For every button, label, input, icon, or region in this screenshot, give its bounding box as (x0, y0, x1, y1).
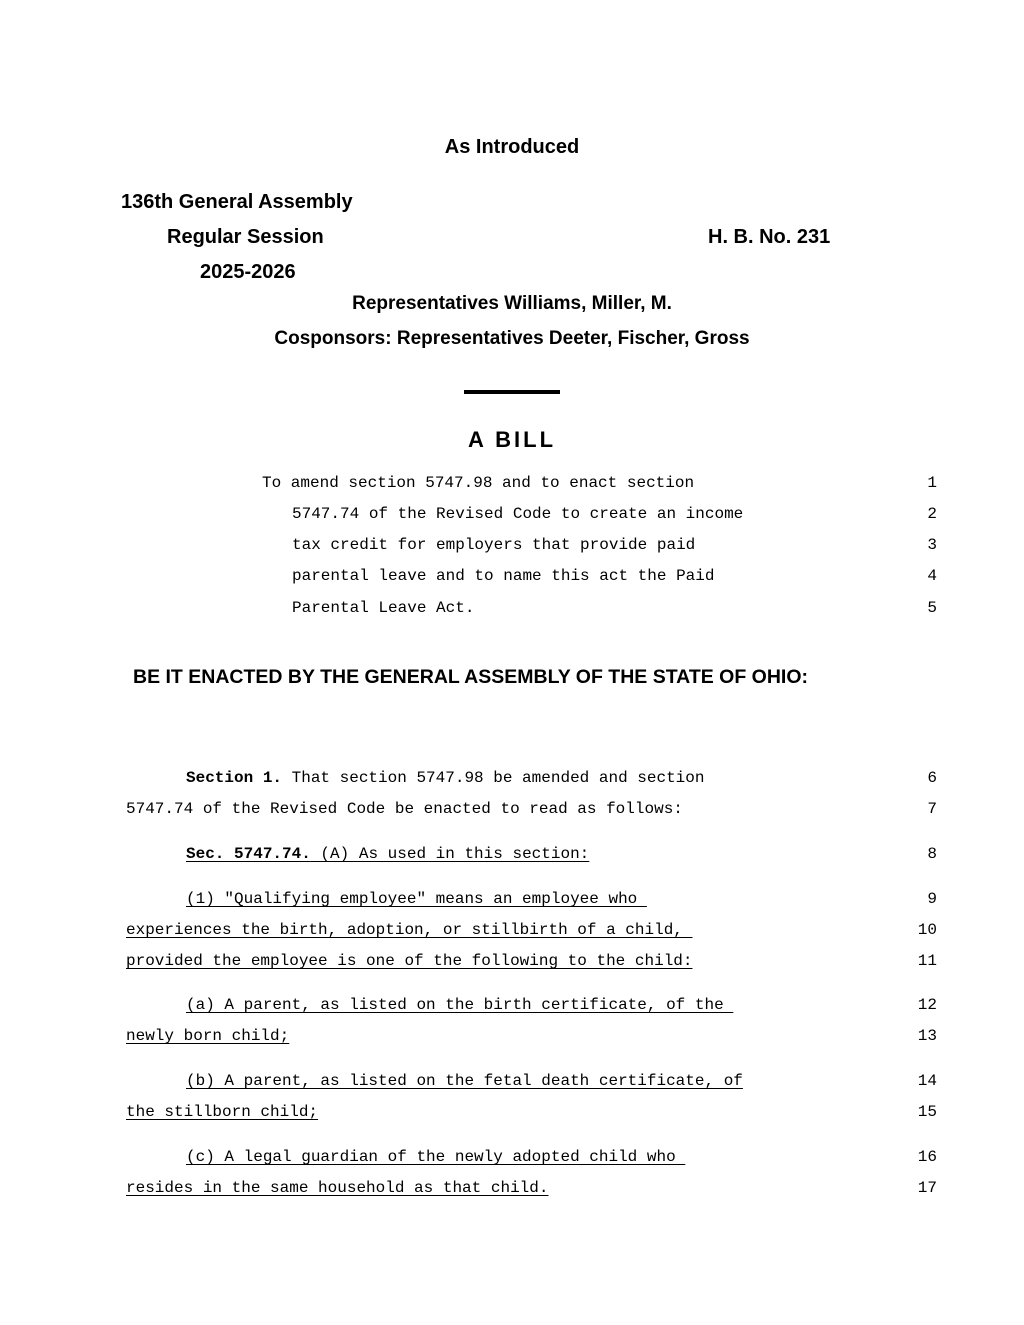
sponsors: Representatives Williams, Miller, M. (352, 293, 672, 314)
para-1-line-3: provided the employee is one of the following to the child: (126, 952, 693, 970)
line-number: 4 (927, 567, 937, 585)
cosponsors: Cosponsors: Representatives Deeter, Fischer, Gross (274, 328, 750, 349)
section-1-line-1 (186, 769, 704, 787)
title-line-1: To amend section 5747.98 and to enact section (262, 474, 695, 492)
session-years: 2025-2026 (200, 261, 296, 283)
title-line-3: tax credit for employers that provide paid (292, 536, 696, 554)
section-1-text: That section 5747.98 be amended and section (282, 769, 705, 787)
line-number: 12 (917, 996, 937, 1014)
para-c-line-2: resides in the same household as that child. (126, 1179, 549, 1197)
enacting-clause: BE IT ENACTED BY THE GENERAL ASSEMBLY OF THE STATE OF OHIO: (133, 666, 808, 688)
status-heading: As Introduced (444, 136, 580, 158)
line-number: 15 (917, 1103, 937, 1121)
para-c-line-1: (c) A legal guardian of the newly adopted child who (186, 1148, 686, 1166)
para-1-line-2: experiences the birth, adoption, or stillbirth of a child, (126, 921, 693, 939)
title-line-5: Parental Leave Act. (292, 599, 475, 617)
line-number: 16 (917, 1148, 937, 1166)
line-number: 1 (927, 474, 937, 492)
bill-number: H. B. No. 231 (708, 226, 831, 248)
sec-text: (A) As used in this section: (310, 845, 590, 863)
line-number: 9 (927, 890, 937, 908)
line-number: 8 (927, 845, 937, 863)
line-number: 6 (927, 769, 937, 787)
para-b-line-1: (b) A parent, as listed on the fetal death certificate, of (186, 1072, 743, 1090)
sec-5747-74-heading (186, 845, 589, 863)
line-number: 13 (917, 1027, 937, 1045)
line-number: 17 (917, 1179, 937, 1197)
bill-title: A BILL (467, 427, 557, 452)
line-number: 5 (927, 599, 937, 617)
regular-session: Regular Session (167, 226, 324, 248)
line-number: 14 (917, 1072, 937, 1090)
line-number: 11 (917, 952, 937, 970)
para-a-line-1: (a) A parent, as listed on the birth certificate, of the (186, 996, 734, 1014)
line-number: 3 (927, 536, 937, 554)
title-line-4: parental leave and to name this act the Paid (292, 567, 715, 585)
sec-label: Sec. 5747.74. (186, 845, 311, 863)
divider-rule (464, 390, 560, 394)
general-assembly: 136th General Assembly (121, 191, 353, 213)
title-line-2: 5747.74 of the Revised Code to create an income (292, 505, 744, 523)
section-1-label: Section 1. (186, 769, 283, 787)
para-a-line-2: newly born child; (126, 1027, 290, 1045)
line-number: 7 (927, 800, 937, 818)
line-number: 10 (917, 921, 937, 939)
para-b-line-2: the stillborn child; (126, 1103, 319, 1121)
para-1-line-1: (1) "Qualifying employee" means an employee who (186, 890, 647, 908)
line-number: 2 (927, 505, 937, 523)
section-1-line-2: 5747.74 of the Revised Code be enacted to read as follows: (126, 800, 683, 818)
